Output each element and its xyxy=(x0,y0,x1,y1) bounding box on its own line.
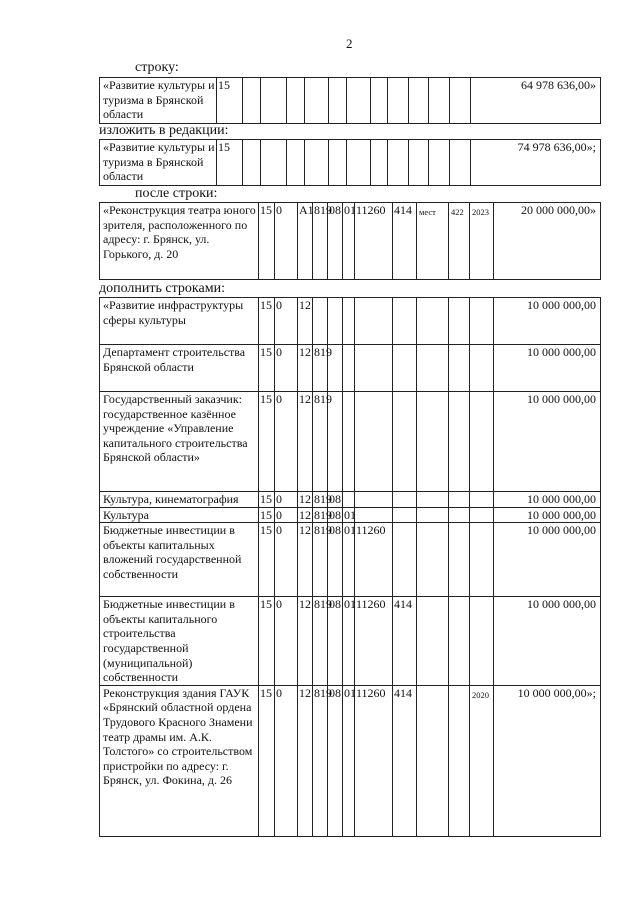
cell-code xyxy=(409,140,429,186)
cell-code xyxy=(393,523,417,597)
cell-code: 15 xyxy=(259,597,275,686)
cell-code: 15 xyxy=(259,203,275,280)
table-body xyxy=(100,203,601,280)
cell-code: 12 xyxy=(298,523,313,597)
cell-code xyxy=(393,392,417,492)
table-row xyxy=(100,507,601,523)
cell-code xyxy=(449,492,470,508)
cell-code: 414 xyxy=(393,597,417,686)
cell-code xyxy=(393,298,417,345)
cell-code xyxy=(371,140,388,186)
table-row xyxy=(100,523,601,597)
cell-code: 12 xyxy=(298,597,313,686)
heading-posle: после строки: xyxy=(135,186,218,201)
cell-code: 15 xyxy=(217,140,243,186)
cell-code xyxy=(450,140,471,186)
cell-code: 819 xyxy=(313,685,328,836)
table-body xyxy=(100,298,601,837)
cell-code xyxy=(393,507,417,523)
cell-code: 15 xyxy=(259,345,275,392)
cell-code xyxy=(470,345,494,392)
cell-code: 12 xyxy=(299,507,311,522)
cell-code: 0 xyxy=(275,203,298,280)
cell-name: «Реконструкция театра юного зрителя, расположенного по адресу: г. Брянск, ул. Горького, д. 20 xyxy=(100,203,259,280)
table-after-row xyxy=(99,202,601,280)
cell-code xyxy=(470,492,494,508)
cell-code xyxy=(449,597,470,686)
cell-name: Государственный заказчик: государственное казённое учреждение «Управление капитального строительства Брянской области» xyxy=(100,392,259,492)
cell-code xyxy=(417,392,449,492)
cell-code xyxy=(328,392,343,492)
cell-code: 01 xyxy=(343,597,355,686)
table-old-row xyxy=(99,77,601,124)
cell-code xyxy=(355,507,393,523)
cell-code xyxy=(417,597,449,686)
cell-code: 819 xyxy=(313,392,328,492)
cell-code: 0 xyxy=(275,597,298,686)
cell-code: 12 xyxy=(298,392,313,492)
cell-name: «Развитие инфраструктуры сферы культуры xyxy=(100,298,259,345)
table-row xyxy=(100,203,601,280)
cell-code xyxy=(449,392,470,492)
cell-code: 08 xyxy=(328,685,343,836)
cell-code xyxy=(388,140,409,186)
cell-amount: 10 000 000,00 xyxy=(494,392,601,492)
cell-code: 15 xyxy=(259,392,275,492)
cell-code: 12 xyxy=(298,298,313,345)
cell-amount: 10 000 000,00»; xyxy=(494,685,601,836)
cell-code: 819 xyxy=(314,492,332,506)
cell-code xyxy=(355,492,393,508)
cell-code: 15 xyxy=(217,78,243,124)
heading-stroku: строку: xyxy=(135,60,179,75)
cell-code: 422 xyxy=(449,203,470,280)
cell-code xyxy=(243,78,261,124)
cell-amount: 10 000 000,00 xyxy=(494,492,601,508)
table-added-rows xyxy=(99,297,601,837)
cell-code xyxy=(287,140,305,186)
cell-code: 12 xyxy=(298,685,313,836)
cell-code xyxy=(470,298,494,345)
cell-code xyxy=(470,507,494,523)
table-body xyxy=(100,78,601,124)
cell-amount: 20 000 000,00» xyxy=(494,203,601,280)
cell-code: 0 xyxy=(275,523,298,597)
cell-amount: 10 000 000,00 xyxy=(494,507,601,523)
cell-code xyxy=(343,492,355,508)
cell-code xyxy=(347,78,371,124)
cell-code xyxy=(355,392,393,492)
cell-code xyxy=(243,140,261,186)
heading-dopolnit: дополнить строками: xyxy=(99,281,225,296)
cell-amount: 64 978 636,00» xyxy=(471,78,601,124)
cell-code xyxy=(261,78,287,124)
table-row xyxy=(100,345,601,392)
cell-code: А1 xyxy=(298,203,313,280)
cell-code xyxy=(470,392,494,492)
cell-code: 2020 xyxy=(470,685,494,836)
cell-name: Бюджетные инвестиции в объекты капитальных вложений государственной собственности xyxy=(100,523,259,597)
table-body xyxy=(100,140,601,186)
cell-code: 819 xyxy=(313,523,328,597)
cell-code xyxy=(343,392,355,492)
cell-code: 08 xyxy=(328,597,343,686)
cell-code xyxy=(355,298,393,345)
cell-amount: 10 000 000,00 xyxy=(494,298,601,345)
cell-name: Культура xyxy=(100,507,259,523)
cell-code xyxy=(393,345,417,392)
cell-code xyxy=(470,523,494,597)
page-number: 2 xyxy=(346,36,353,51)
cell-code: 15 xyxy=(259,523,275,597)
cell-code xyxy=(417,685,449,836)
cell-code: 819 xyxy=(313,597,328,686)
cell-code xyxy=(343,298,355,345)
table-new-row xyxy=(99,139,601,186)
cell-code xyxy=(329,140,347,186)
cell-amount: 10 000 000,00 xyxy=(494,345,601,392)
cell-code: 0 xyxy=(275,345,298,392)
cell-name: «Развитие культуры и туризма в Брянской области xyxy=(100,140,217,186)
table-row xyxy=(100,298,601,345)
cell-code: 08 xyxy=(329,507,341,522)
cell-code: 15 xyxy=(259,685,275,836)
cell-name: Культура, кинематография xyxy=(100,492,259,508)
cell-code: 11260 xyxy=(355,523,393,597)
cell-code: 12 xyxy=(298,345,313,392)
table-row xyxy=(100,392,601,492)
cell-code: 11260 xyxy=(355,685,393,836)
cell-code xyxy=(343,345,355,392)
cell-code: 2023 xyxy=(470,203,494,280)
table-row xyxy=(100,492,601,508)
cell-code: мест xyxy=(417,203,449,280)
table-row xyxy=(100,685,601,836)
cell-code xyxy=(261,140,287,186)
table-row xyxy=(100,597,601,686)
cell-code: 819 xyxy=(313,203,328,280)
cell-name: «Развитие культуры и туризма в Брянской области xyxy=(100,78,217,124)
cell-code: 15 xyxy=(259,492,275,508)
cell-code xyxy=(417,523,449,597)
heading-izlozhit: изложить в редакции: xyxy=(99,123,229,138)
cell-code: 15 xyxy=(259,507,275,523)
cell-code xyxy=(429,78,450,124)
cell-amount: 74 978 636,00»; xyxy=(471,140,601,186)
cell-code xyxy=(287,78,305,124)
cell-code: 0 xyxy=(275,392,298,492)
cell-code: 819 xyxy=(314,507,332,522)
cell-code: 15 xyxy=(259,298,275,345)
cell-code xyxy=(449,507,470,523)
cell-code xyxy=(450,78,471,124)
cell-code: 12 xyxy=(299,492,311,506)
cell-code xyxy=(417,507,449,523)
cell-code: 0 xyxy=(275,507,298,523)
cell-code: 0 xyxy=(275,685,298,836)
cell-code: 819 xyxy=(313,345,328,392)
cell-code: 08 xyxy=(329,492,341,506)
cell-code: 01 xyxy=(343,523,355,597)
cell-amount: 10 000 000,00 xyxy=(494,597,601,686)
table-row xyxy=(100,78,601,124)
cell-code xyxy=(417,298,449,345)
cell-code xyxy=(409,78,429,124)
cell-code: 0 xyxy=(275,492,298,508)
cell-code xyxy=(388,78,409,124)
cell-amount: 10 000 000,00 xyxy=(494,523,601,597)
cell-code: 01 xyxy=(343,203,355,280)
cell-code: 11260 xyxy=(355,597,393,686)
cell-code: 414 xyxy=(393,203,417,280)
cell-code xyxy=(417,345,449,392)
cell-code xyxy=(313,298,328,345)
cell-code xyxy=(347,140,371,186)
cell-name: Бюджетные инвестиции в объекты капитального строительства государственной (муниципальной) собственности xyxy=(100,597,259,686)
cell-code xyxy=(355,345,393,392)
cell-code xyxy=(393,492,417,508)
cell-code: 08 xyxy=(328,523,343,597)
cell-code xyxy=(449,345,470,392)
cell-code: 01 xyxy=(344,507,356,522)
cell-code xyxy=(470,597,494,686)
cell-code xyxy=(449,298,470,345)
cell-code: 0 xyxy=(275,298,298,345)
cell-code xyxy=(328,298,343,345)
cell-name: Департамент строительства Брянской области xyxy=(100,345,259,392)
cell-code xyxy=(417,492,449,508)
cell-name: Реконструкция здания ГАУК «Брянский областной ордена Трудового Красного Знамени театр драмы им. А.К. Толстого» со строительством пристройки по адресу: г. Брянск, ул. Фокина, д. 26 xyxy=(100,685,259,836)
cell-code: 11260 xyxy=(355,203,393,280)
cell-code: 414 xyxy=(393,685,417,836)
cell-code xyxy=(305,78,329,124)
cell-code xyxy=(449,523,470,597)
cell-code xyxy=(371,78,388,124)
cell-code xyxy=(449,685,470,836)
cell-code xyxy=(329,78,347,124)
cell-code xyxy=(305,140,329,186)
cell-code: 01 xyxy=(343,685,355,836)
table-row xyxy=(100,140,601,186)
cell-code xyxy=(429,140,450,186)
cell-code: 08 xyxy=(328,203,343,280)
